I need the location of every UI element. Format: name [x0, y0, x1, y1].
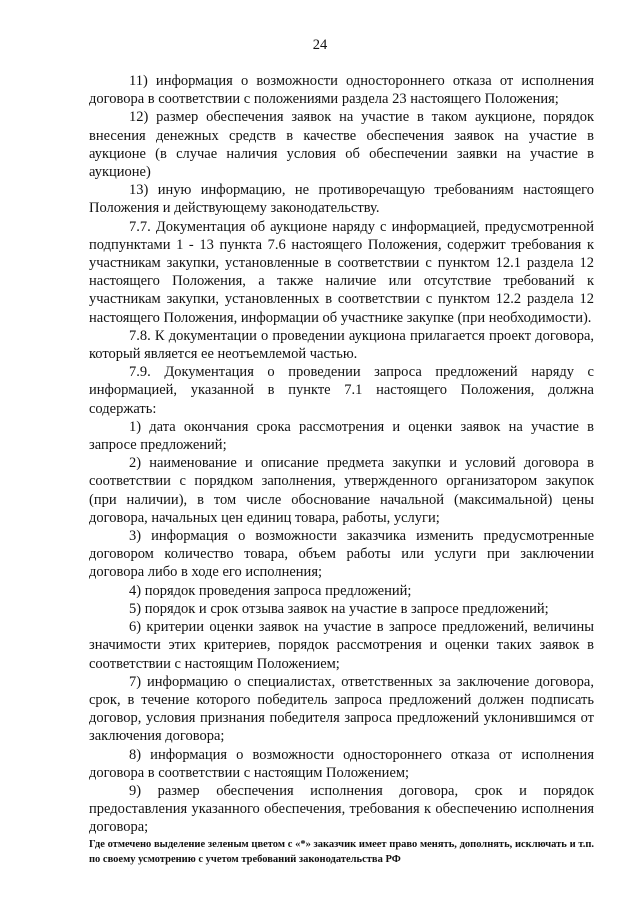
list-item-2: 2) наименование и описание предмета закупки и условий договора в соответствии с порядком заполнения, утвержденного организатором закупок (при наличии), в том числе обоснование начальной (максимальной) цены договора, начальных цен единиц товара, работы, услуги; [89, 455, 594, 526]
list-item-1: 1) дата окончания срока рассмотрения и оценки заявок на участие в запросе предложений; [89, 418, 594, 454]
paragraph-7-7: 7.7. Документация об аукционе наряду с информацией, предусмотренной подпунктами 1 - 13 пункта 7.6 настоящего Положения, содержит требования к участникам закупки, установленные в соответствии с пунктом 12.1 раздела 12 настоящего Положения, а также наличие или отсутствие требований к участникам закупки, установленных в соответствии с пунктом 12.2 раздела 12 настоящего Положения, информации об участнике закупке (при необходимости). [89, 218, 594, 326]
document-body [89, 72, 594, 837]
page-number: 24 [312, 37, 328, 53]
list-item-3: 3) информация о возможности заказчика изменить предусмотренные договором количество товара, объем работы или услуги при заключении договора либо в ходе его исполнения; [89, 528, 594, 581]
list-item-5: 5) порядок и срок отзыва заявок на участие в запросе предложений; [129, 600, 549, 617]
paragraph-item-13: 13) иную информацию, не противоречащую требованиям настоящего Положения и действующему законодательству. [89, 182, 594, 217]
paragraph-item-12: 12) размер обеспечения заявок на участие в таком аукционе, порядок внесения денежных средств в качестве обеспечения заявок на участие в аукционе (в случае наличия условия об обеспечении заявки на участие в аукционе) [89, 109, 594, 181]
paragraph-item-11: 11) информация о возможности одностороннего отказа от исполнения договора в соответствии с положениями раздела 23 настоящего Положения; [89, 73, 594, 108]
paragraph-7-9: 7.9. Документация о проведении запроса предложений наряду с информацией, указанной в пункте 7.1 настоящего Положения, должна содержать: [89, 364, 594, 417]
list-item-8: 8) информация о возможности одностороннего отказа от исполнения договора в соответствии с настоящим Положением; [89, 746, 594, 781]
footnote: Где отмечено выделение зеленым цветом с «*» заказчик имеет право менять, дополнять, исключать и т.п. по своему усмотрению с учетом требований законодательства РФ [89, 839, 594, 865]
list-item-7: 7) информацию о специалистах, ответственных за заключение договора, срок, в течение которого победитель запроса предложений должен подписать договор, условия признания победителя запроса предложений уклонившимся от заключения договора; [89, 673, 594, 745]
list-item-4: 4) порядок проведения запроса предложений; [129, 582, 412, 599]
list-item-9: 9) размер обеспечения исполнения договора, срок и порядок предоставления указанного обеспечения, требования к обеспечению исполнения договора; [89, 782, 594, 836]
list-item-6: 6) критерии оценки заявок на участие в запросе предложений, величины значимости этих критериев, порядок рассмотрения и оценки таких заявок в соответствии с настоящим Положением; [89, 619, 594, 672]
paragraph-7-8: 7.8. К документации о проведении аукциона прилагается проект договора, который является ее неотъемлемой частью. [89, 327, 594, 363]
